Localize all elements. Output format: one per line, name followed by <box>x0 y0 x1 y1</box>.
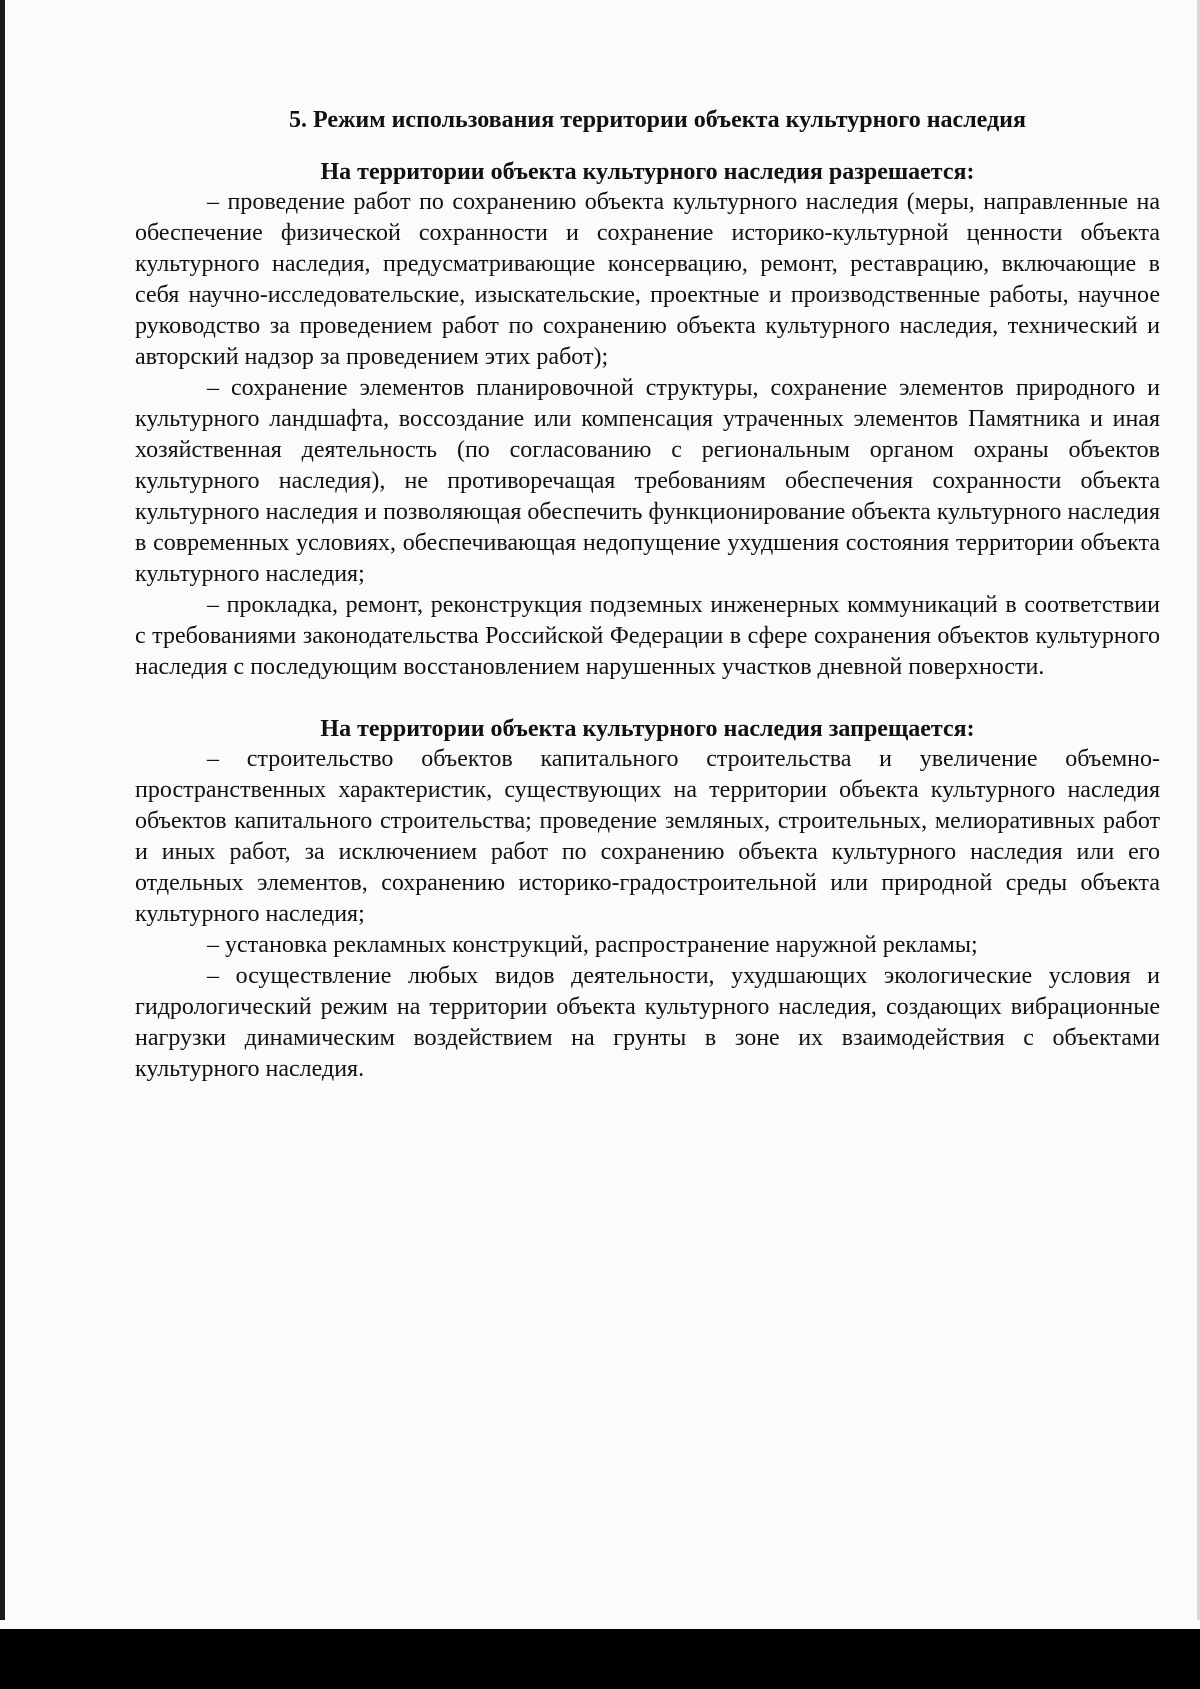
allowed-item: – проведение работ по сохранению объекта культурного наследия (меры, направленные на обеспечение физической сохранности и сохранение историко-культурной ценности объекта культурного наследия, предусматривающие консервацию, ремонт, реставрацию, включающие в себя научно-исследовательские, изыскательские, проектные и производственные работы, научное руководство за проведением работ по сохранению объекта культурного наследия, технический и авторский надзор за проведением этих работ); <box>135 189 1160 370</box>
allowed-heading: На территории объекта культурного наследия разрешается: <box>320 159 975 185</box>
scan-bottom-bar <box>0 1629 1200 1689</box>
prohibited-heading: На территории объекта культурного наследия запрещается: <box>320 716 975 742</box>
scan-left-edge <box>0 0 5 1620</box>
allowed-item: – сохранение элементов планировочной структуры, сохранение элементов природного и культурного ландшафта, воссоздание или компенсация утраченных элементов Памятника и иная хозяйственная деятельность (по согласованию с региональным органом охраны объектов культурного наследия), не противоречащая требованиям обеспечения сохранности объекта культурного наследия и позволяющая обеспечить функционирование объекта культурного наследия в современных условиях, обеспечивающая недопущение ухудшения состояния территории объекта культурного наследия; <box>135 375 1160 587</box>
document-page <box>135 105 1160 1085</box>
section-title: 5. Режим использования территории объекта культурного наследия <box>289 107 1026 133</box>
section-gap <box>135 683 1160 714</box>
allowed-item: – прокладка, ремонт, реконструкция подземных инженерных коммуникаций в соответствии с требованиями законодательства Российской Федерации в сфере сохранения объектов культурного наследия с последующим восстановлением нарушенных участков дневной поверхности. <box>135 592 1160 680</box>
prohibited-item: – строительство объектов капитального строительства и увеличение объемно-пространственных характеристик, существующих на территории объекта культурного наследия объектов капитального строительства; проведение земляных, строительных, мелиоративных работ и иных работ, за исключением работ по сохранению объекта культурного наследия или его отдельных элементов, сохранению историко-градостроительной или природной среды объекта культурного наследия; <box>135 746 1160 927</box>
prohibited-item: – осуществление любых видов деятельности, ухудшающих экологические условия и гидрологический режим на территории объекта культурного наследия, создающих вибрационные нагрузки динамическим воздействием на грунты в зоне их взаимодействия с объектами культурного наследия. <box>135 963 1160 1082</box>
prohibited-item: – установка рекламных конструкций, распространение наружной рекламы; <box>207 932 978 958</box>
